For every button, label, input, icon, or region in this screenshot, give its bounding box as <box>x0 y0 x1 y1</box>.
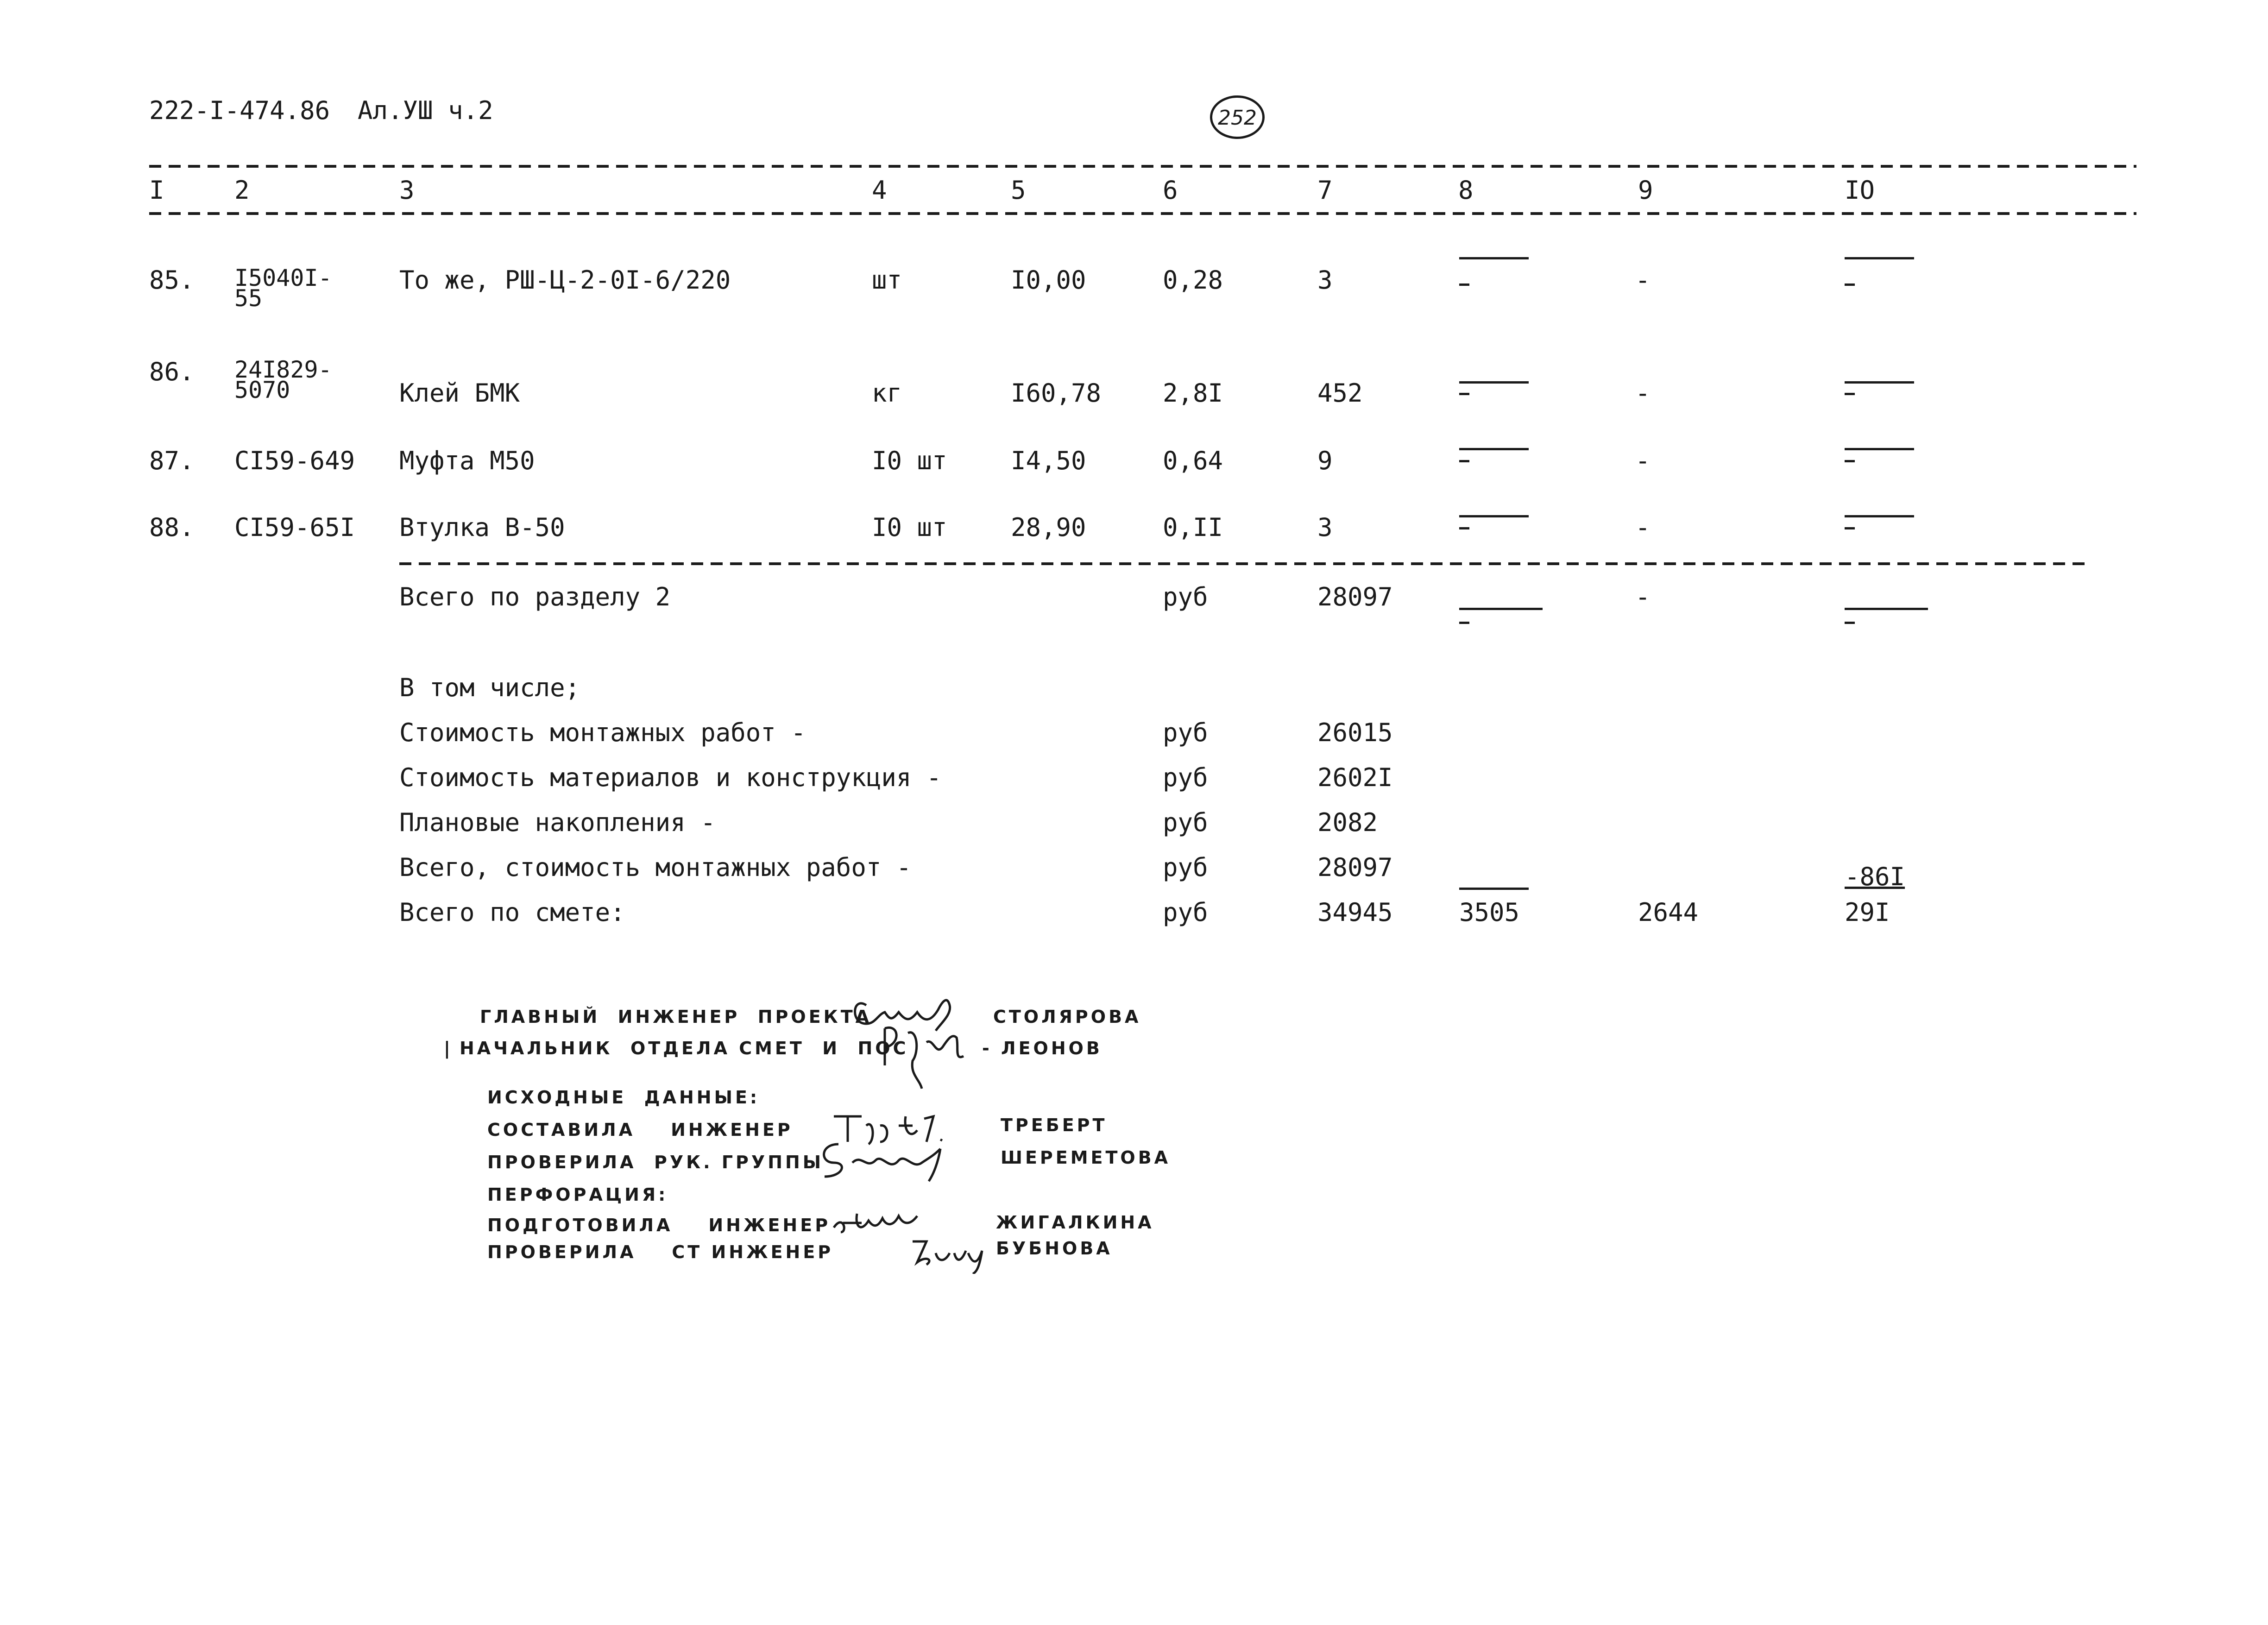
breakdown-value: 28097 <box>1317 853 1393 882</box>
col9-value: - <box>1635 513 1651 542</box>
col9-value: - <box>1635 265 1651 295</box>
col8-fraction <box>1459 608 1543 610</box>
row-number: 85. <box>149 265 195 295</box>
col8-fraction <box>1459 381 1529 384</box>
signature-name: ТРЕБЕРТ <box>1001 1115 1108 1135</box>
unit: шт <box>872 265 902 295</box>
col10-dash <box>1845 283 1855 286</box>
breakdown-label: Стоимость монтажных работ - <box>399 718 806 747</box>
breakdown-value: 2602I <box>1317 763 1393 792</box>
col8-value: 3505 <box>1459 898 1520 927</box>
item-name: Клей БМК <box>399 378 520 408</box>
col10-dash <box>1845 393 1855 395</box>
col8-dash <box>1459 283 1469 286</box>
col9-value: - <box>1635 378 1651 408</box>
resource-code: 24I829- 5070 <box>234 356 332 403</box>
col8-dash <box>1459 527 1469 529</box>
col8-fraction <box>1459 888 1529 890</box>
signature-role: ПРОВЕРИЛА РУК. ГРУППЫ <box>487 1152 824 1172</box>
table-header-rule <box>149 212 2136 215</box>
row-number: 87. <box>149 446 195 475</box>
signature-role: ИСХОДНЫЕ ДАННЫЕ: <box>487 1087 760 1108</box>
unit-price: 0,28 <box>1163 265 1223 295</box>
page-number: 252 <box>1218 106 1257 130</box>
col10-value: 29I <box>1845 898 1890 927</box>
col8-fraction <box>1459 257 1529 259</box>
margin-bracket: | <box>444 1038 453 1058</box>
col10-value: -86I <box>1845 862 1905 891</box>
section-total-label: Всего по разделу 2 <box>399 582 671 611</box>
col9-value: 2644 <box>1638 898 1699 927</box>
signature-role: ПРОВЕРИЛА СТ ИНЖЕНЕР <box>487 1242 834 1262</box>
col10-fraction <box>1845 381 1914 384</box>
signature-name: ЖИГАЛКИНА <box>996 1212 1154 1233</box>
signature-role: ГЛАВНЫЙ ИНЖЕНЕР ПРОЕКТА <box>480 1007 872 1027</box>
section-total-value: 28097 <box>1317 582 1393 611</box>
resource-code: CI59-649 <box>234 446 355 475</box>
col8-dash <box>1459 460 1469 462</box>
unit: кг <box>872 378 902 408</box>
column-header-2: 2 <box>234 176 250 205</box>
unit-price: 2,8I <box>1163 378 1223 408</box>
resource-code: I5040I- 55 <box>234 265 332 312</box>
breakdown-value: 34945 <box>1317 898 1393 927</box>
item-name: То же, РШ-Ц-2-0I-6/220 <box>399 265 731 295</box>
unit: I0 шт <box>872 513 947 542</box>
col8-dash <box>1459 393 1469 395</box>
section-total-rule <box>399 562 2085 565</box>
handwritten-signature <box>908 1228 1001 1274</box>
quantity: I0,00 <box>1011 265 1086 295</box>
column-header-6: 6 <box>1163 176 1178 205</box>
row-number: 86. <box>149 357 195 386</box>
quantity: I4,50 <box>1011 446 1086 475</box>
column-header-3: 3 <box>399 176 415 205</box>
handwritten-signature <box>876 1014 987 1107</box>
signature-role: НАЧАЛЬНИК ОТДЕЛА СМЕТ И ПОС <box>460 1038 909 1058</box>
unit: I0 шт <box>872 446 947 475</box>
breakdown-unit: руб <box>1163 898 1208 927</box>
col10-dash <box>1845 527 1855 529</box>
unit-price: 0,II <box>1163 513 1223 542</box>
total-cost: 9 <box>1317 446 1333 475</box>
col10-fraction <box>1845 515 1914 517</box>
signature-name: ШЕРЕМЕТОВА <box>1001 1147 1171 1168</box>
breakdown-unit: руб <box>1163 808 1208 837</box>
col10-fraction <box>1845 448 1914 450</box>
total-cost: 452 <box>1317 378 1363 408</box>
page-number-stamp <box>1210 95 1265 139</box>
item-name: Втулка В-50 <box>399 513 565 542</box>
col8-fraction <box>1459 515 1529 517</box>
signature-role: СОСТАВИЛА ИНЖЕНЕР <box>487 1120 793 1140</box>
breakdown-label: Плановые накопления - <box>399 808 716 837</box>
col10-dash <box>1845 460 1855 462</box>
handwritten-signature <box>815 1135 954 1186</box>
col10-fraction <box>1845 257 1914 259</box>
column-header-10: IO <box>1845 176 1875 205</box>
breakdown-title: В том числе; <box>399 673 580 702</box>
breakdown-label: Всего, стоимость монтажных работ - <box>399 853 912 882</box>
section-total-unit: руб <box>1163 582 1208 611</box>
column-header-9: 9 <box>1638 176 1653 205</box>
total-cost: 3 <box>1317 513 1333 542</box>
table-top-rule <box>149 165 2136 168</box>
album-reference: Ал.УШ ч.2 <box>358 96 493 125</box>
column-header-7: 7 <box>1317 176 1333 205</box>
total-cost: 3 <box>1317 265 1333 295</box>
resource-code: CI59-65I <box>234 513 355 542</box>
signature-name: - ЛЕОНОВ <box>982 1038 1102 1058</box>
breakdown-unit: руб <box>1163 763 1208 792</box>
column-header-5: 5 <box>1011 176 1026 205</box>
breakdown-label: Всего по смете: <box>399 898 625 927</box>
col10-dash <box>1845 622 1855 624</box>
breakdown-unit: руб <box>1163 853 1208 882</box>
col10-fraction <box>1845 608 1928 610</box>
col9-value: - <box>1635 446 1651 475</box>
section-total-col9: - <box>1635 582 1651 611</box>
item-name: Муфта М50 <box>399 446 535 475</box>
signature-name: СТОЛЯРОВА <box>993 1007 1141 1027</box>
breakdown-unit: руб <box>1163 718 1208 747</box>
row-number: 88. <box>149 513 195 542</box>
document-code: 222-I-474.86 <box>149 96 330 125</box>
quantity: 28,90 <box>1011 513 1086 542</box>
column-header-1: I <box>149 176 164 205</box>
unit-price: 0,64 <box>1163 446 1223 475</box>
col8-dash <box>1459 622 1469 624</box>
breakdown-value: 2082 <box>1317 808 1378 837</box>
quantity: I60,78 <box>1011 378 1102 408</box>
breakdown-value: 26015 <box>1317 718 1393 747</box>
signature-role: ПОДГОТОВИЛА ИНЖЕНЕР <box>487 1215 831 1235</box>
column-header-4: 4 <box>872 176 887 205</box>
signature-role: ПЕРФОРАЦИЯ: <box>487 1184 668 1205</box>
col8-fraction <box>1459 448 1529 450</box>
breakdown-label: Стоимость материалов и конструкция - <box>399 763 942 792</box>
signature-name: БУБНОВА <box>996 1238 1113 1259</box>
column-header-8: 8 <box>1458 176 1474 205</box>
